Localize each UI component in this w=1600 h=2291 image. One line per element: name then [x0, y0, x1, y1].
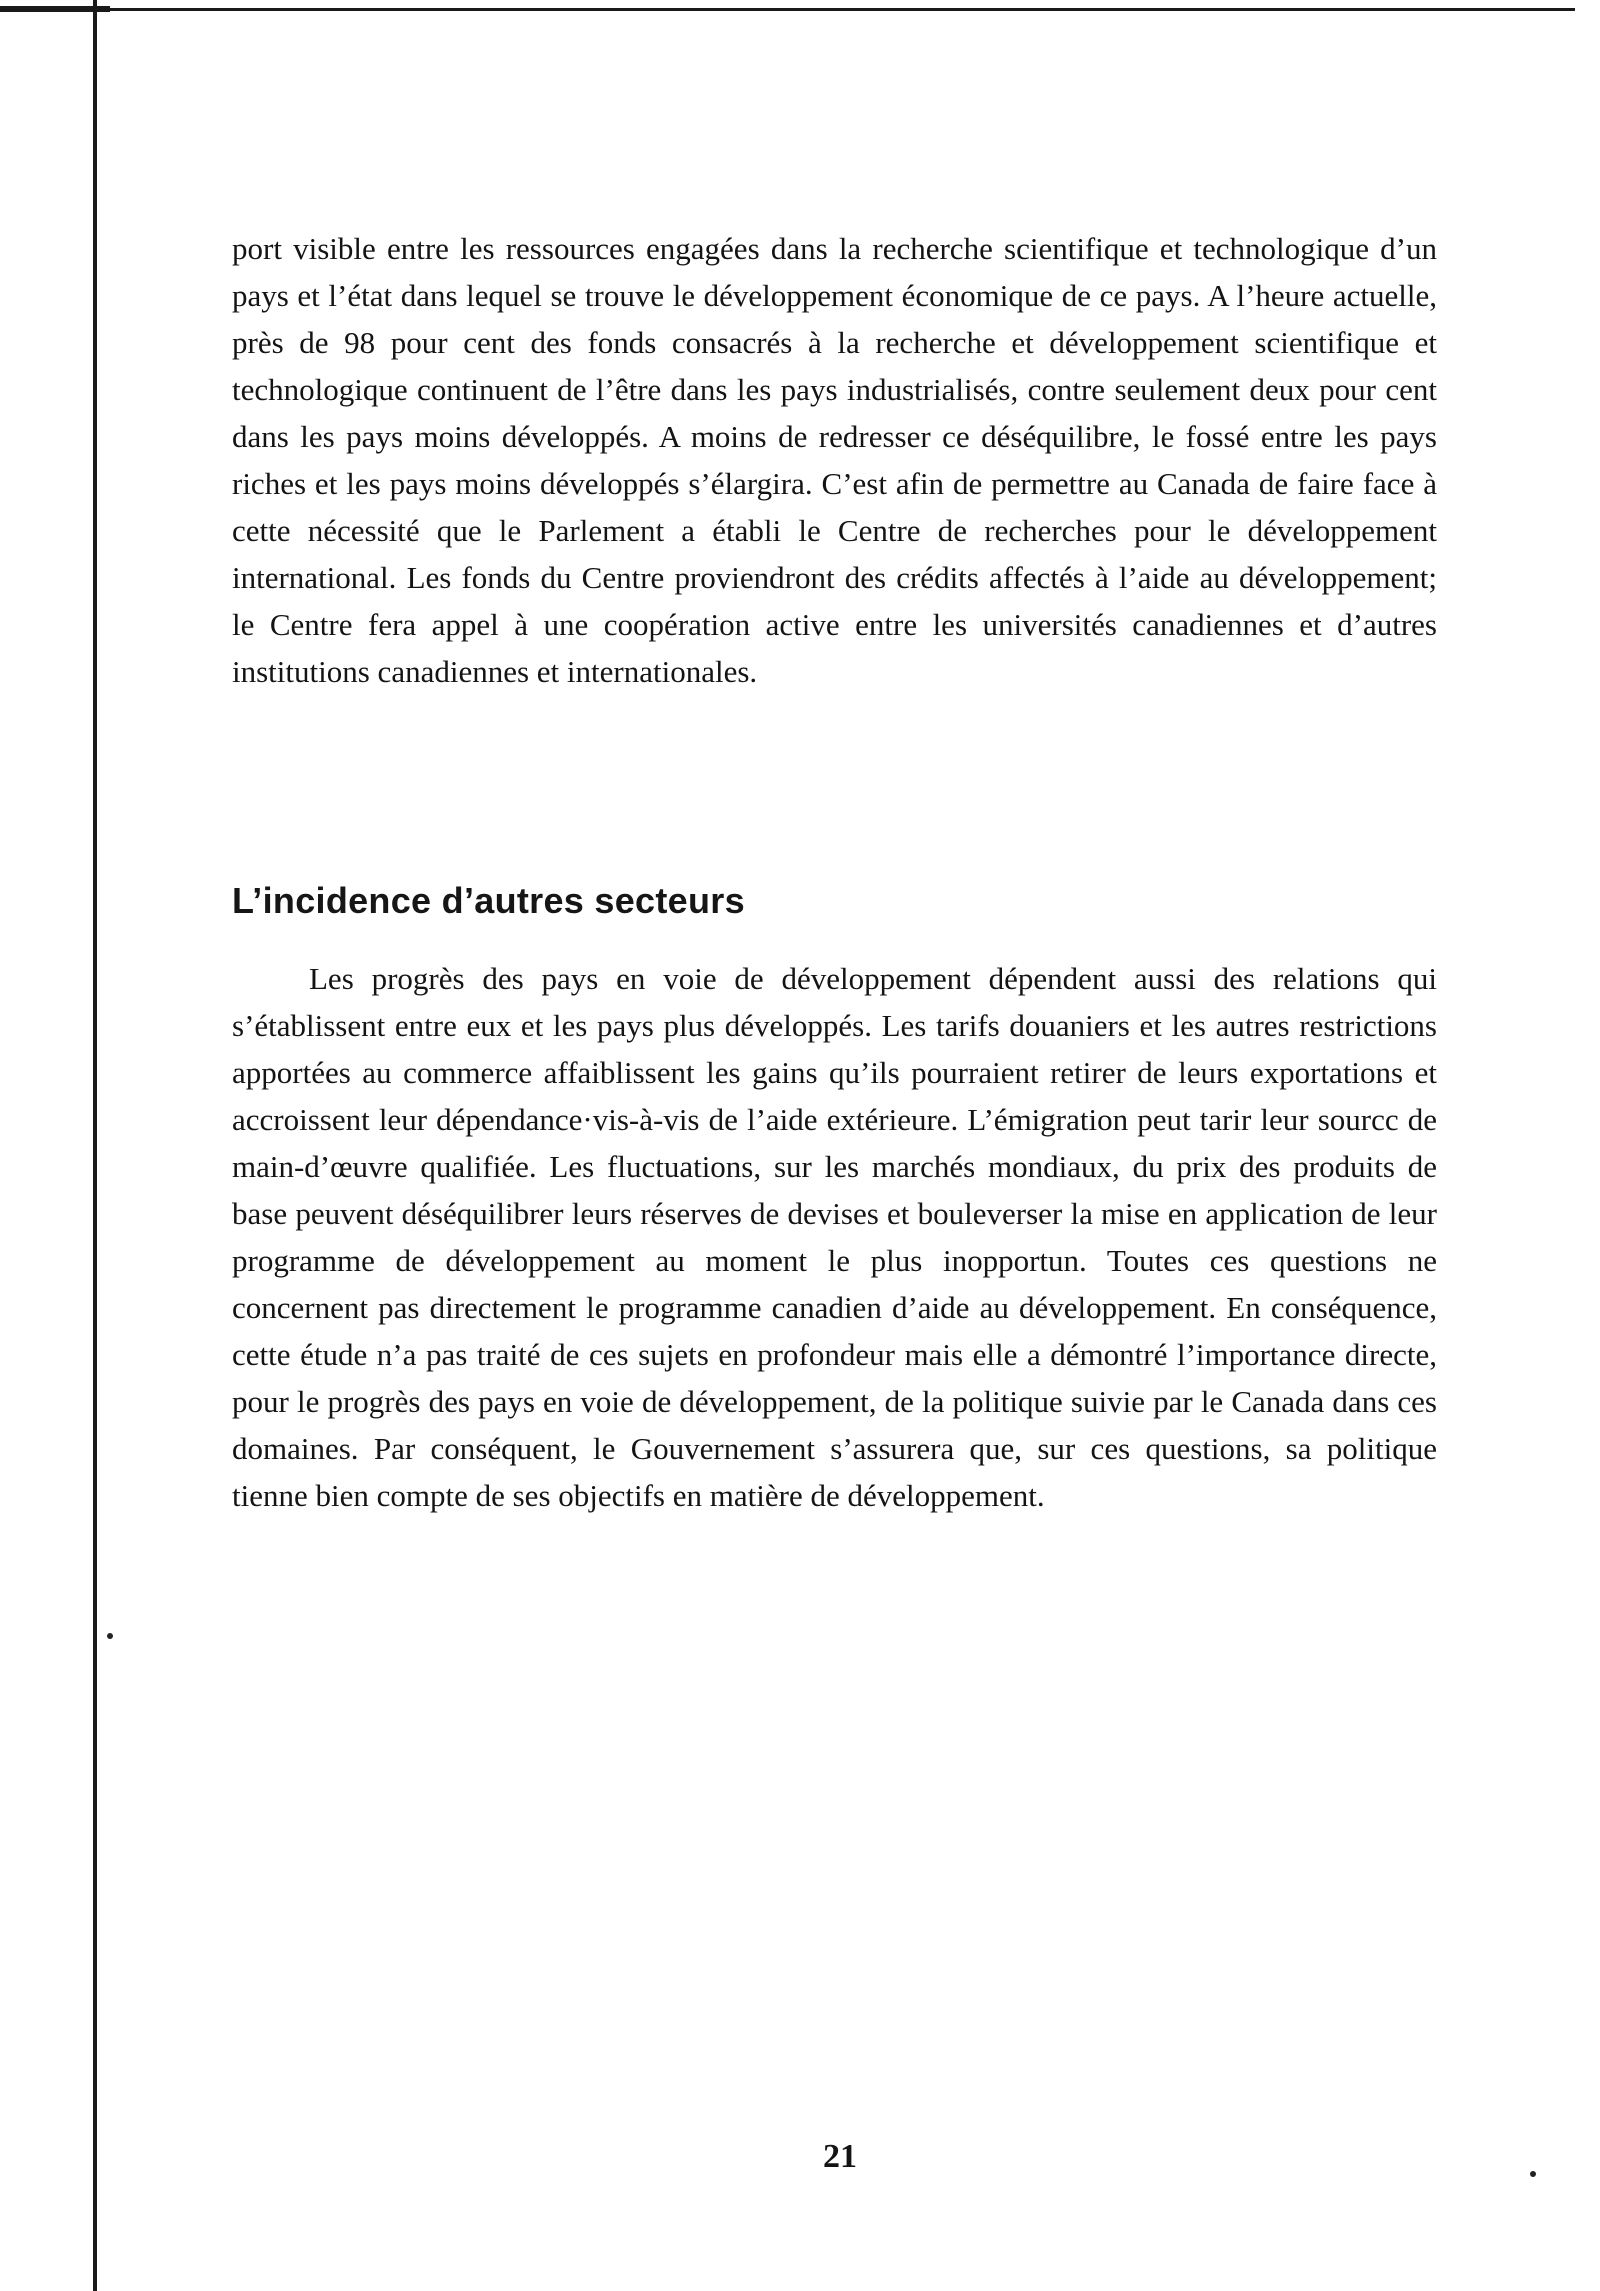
scan-artifact-top-rule — [0, 8, 1575, 11]
body-paragraph-2: Les progrès des pays en voie de développement dépendent aussi des relations qui s’établissent entre eux et les pays plus développés. Les tarifs douaniers et les autres restrictions apportées au commerce affaiblissent les gains qu’ils pourraient retirer de leurs exportations et accroissent leur dépendance·vis-à-vis de l’aide extérieure. L’émigration peut tarir leur sourcc de main-d’œuvre qualifiée. Les fluctuations, sur les marchés mondiaux, du prix des produits de base peuvent déséquilibrer leurs réserves de devises et bouleverser la mise en application de leur programme de développement au moment le plus inopportun. Toutes ces questions ne concernent pas directement le programme canadien d’aide au développement. En conséquence, cette étude n’a pas traité de ces sujets en profondeur mais elle a démontré l’importance directe, pour le progrès des pays en voie de développement, de la politique suivie par le Canada dans ces domaines. Par conséquent, le Gouvernement s’assurera que, sur ces questions, sa politique tienne bien compte de ses objectifs en matière de développement. — [232, 961, 1437, 1513]
scan-artifact-binding-edge — [93, 0, 97, 2291]
page-number: 21 — [823, 2138, 857, 2175]
scan-speck — [107, 1633, 113, 1639]
section-heading: L’incidence d’autres secteurs — [232, 880, 745, 921]
body-paragraph-1: port visible entre les ressources engagées dans la recherche scientifique et technologique d’un pays et l’état dans lequel se trouve le développement économique de ce pays. A l’heure actuelle, près de 98 pour cent des fonds consacrés à la recherche et développement scientifique et technologique continuent de l’être dans les pays industrialisés, contre seulement deux pour cent dans les pays moins développés. A moins de redresser ce déséquilibre, le fossé entre les pays riches et les pays moins développés s’élargira. C’est afin de permettre au Canada de faire face à cette nécessité que le Parlement a établi le Centre de recherches pour le développement international. Les fonds du Centre proviendront des crédits affectés à l’aide au développement; le Centre fera appel à une coopération active entre les universités canadiennes et d’autres institutions canadiennes et internationales. — [232, 231, 1437, 689]
